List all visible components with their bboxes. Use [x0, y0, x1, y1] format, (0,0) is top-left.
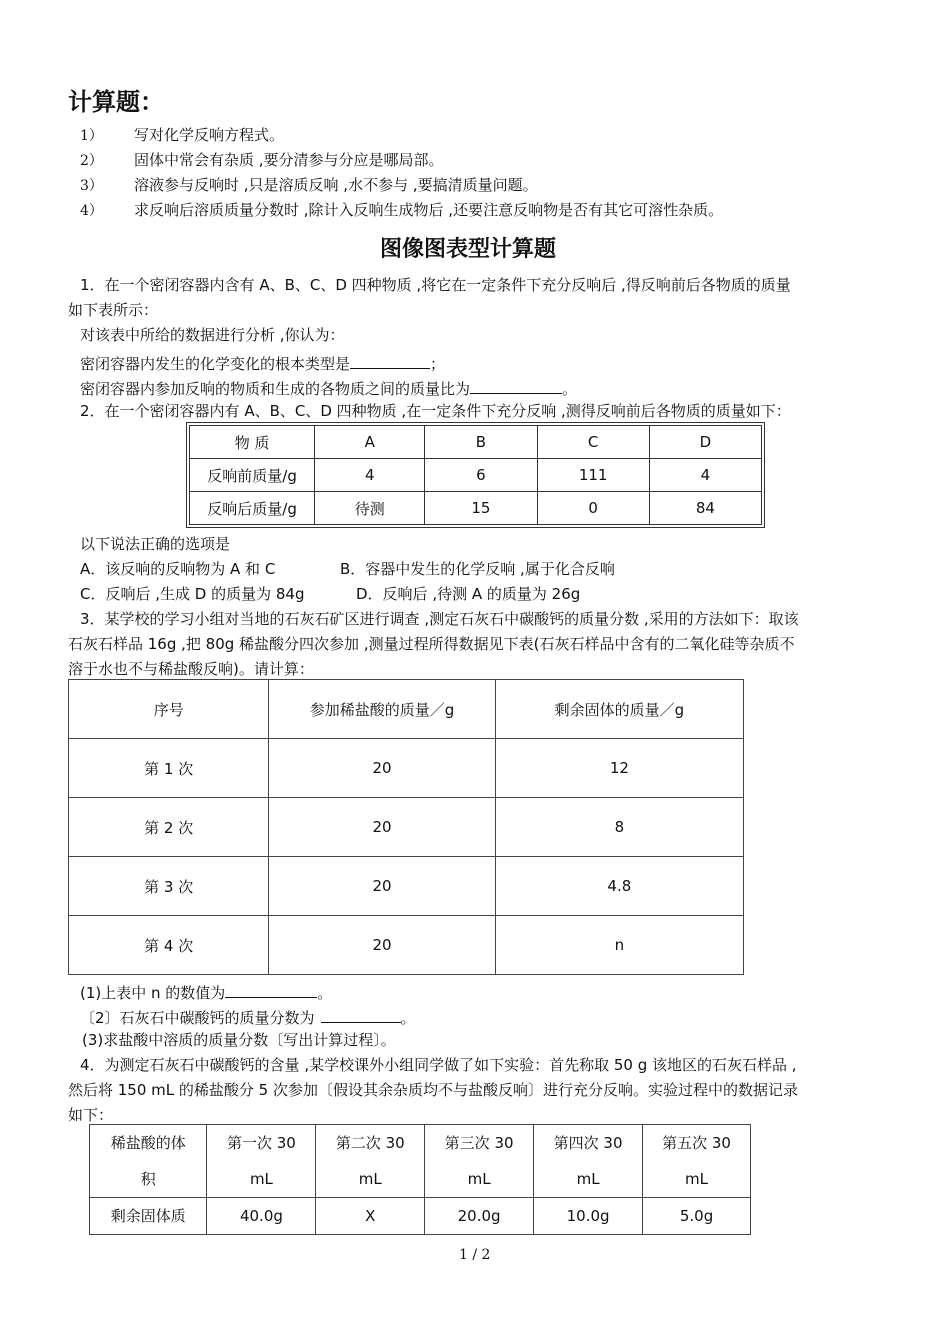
- table-cell: 反响后质量/g: [190, 492, 315, 525]
- cell-line: 第二次 30: [335, 1134, 405, 1152]
- table-row: [69, 798, 744, 857]
- tip-number: 1）: [80, 128, 103, 144]
- table-cell: 6: [425, 459, 537, 492]
- q3-sub3: (3)求盐酸中溶质的质量分数〔写出计算过程〕。: [82, 1031, 396, 1049]
- table-cell: 15: [425, 492, 537, 525]
- q3-table: [68, 679, 744, 975]
- cell-line: mL: [685, 1170, 709, 1188]
- table-cell: 0: [537, 492, 649, 525]
- q4-line: 如下：: [68, 1106, 114, 1124]
- option-b: B．容器中发生的化学反响 ,属于化合反响: [340, 560, 615, 578]
- table-cell: n: [495, 916, 743, 975]
- option-d: D．反响后 ,待测 A 的质量为 26g: [356, 585, 581, 603]
- cell-line: 第四次 30: [553, 1134, 623, 1152]
- q2-ask: 以下说法正确的选项是: [80, 535, 231, 553]
- tip-item: [80, 150, 103, 170]
- q1-prompt: 密闭容器内发生的化学变化的根本类型是: [80, 355, 351, 373]
- q1-blank-line: [80, 350, 445, 374]
- table-cell: X: [316, 1198, 425, 1235]
- q2-table: [189, 425, 762, 525]
- table-cell: 12: [495, 739, 743, 798]
- q3-sub1: [80, 979, 332, 1003]
- table-cell: 第 2 次: [69, 798, 269, 857]
- cell-line: mL: [467, 1170, 491, 1188]
- table-row: [69, 916, 744, 975]
- q3-punct: 。: [400, 1009, 416, 1027]
- q2-intro: 2．在一个密闭容器内有 A、B、C、D 四种物质 ,在一定条件下充分反响 ,测得反响前后各物质的质量如下：: [80, 402, 791, 420]
- cell-line: 稀盐酸的体: [110, 1134, 186, 1152]
- q3-line: 石灰石样品 16g ,把 80g 稀盐酸分四次参加 ,测量过程所得数据见下表(石灰石样品中含有的二氧化硅等杂质不: [68, 635, 795, 653]
- tip-number: 4）: [80, 203, 103, 219]
- table-cell: 20: [269, 916, 495, 975]
- cell-line: mL: [249, 1170, 273, 1188]
- tip-text: 溶液参与反响时 ,只是溶质反响 ,水不参与 ,要搞清质量问题。: [134, 176, 538, 194]
- answer-blank[interactable]: [321, 1004, 401, 1023]
- q4-table: [89, 1124, 751, 1235]
- tip-item: [80, 175, 103, 195]
- table-cell: 4: [315, 459, 425, 492]
- tip-item: [80, 200, 103, 220]
- table-cell: 8: [495, 798, 743, 857]
- tip-text: 求反响后溶质质量分数时 ,除计入反响生成物后 ,还要注意反响物是否有其它可溶性杂质。: [134, 201, 724, 219]
- table-cell: 84: [649, 492, 761, 525]
- q1-blank-line: [80, 375, 577, 399]
- cell-line: mL: [576, 1170, 600, 1188]
- tip-text: 写对化学反响方程式。: [134, 126, 285, 144]
- table-cell: [90, 1125, 207, 1198]
- table-cell: 第 1 次: [69, 739, 269, 798]
- table-cell: [207, 1125, 316, 1198]
- q4-line: 4．为测定石灰石中碳酸钙的含量 ,某学校课外小组同学做了如下实验：首先称取 50 g 该地区的石灰石样品 ,: [80, 1056, 797, 1074]
- table-cell: 10.0g: [534, 1198, 643, 1235]
- option-c: C．反响后 ,生成 D 的质量为 84g: [80, 585, 305, 603]
- table-header-row: [90, 1125, 751, 1198]
- table-row: [190, 459, 762, 492]
- table-cell: 参加稀盐酸的质量／g: [269, 680, 495, 739]
- q1-line: 对该表中所给的数据进行分析 ,你认为：: [80, 326, 345, 344]
- section-title: 图像图表型计算题: [380, 237, 557, 262]
- page-heading: 计算题：: [68, 88, 164, 116]
- table-cell: 20.0g: [425, 1198, 534, 1235]
- page-number: 1 / 2: [459, 1247, 491, 1263]
- table-cell: 20: [269, 857, 495, 916]
- table-cell: 待测: [315, 492, 425, 525]
- q1-line: 如下表所示：: [68, 301, 159, 319]
- table-cell: 剩余固体质: [90, 1198, 207, 1235]
- table-header-row: [69, 680, 744, 739]
- table-cell: 111: [537, 459, 649, 492]
- table-cell: 20: [269, 739, 495, 798]
- table-cell: D: [649, 426, 761, 459]
- tip-number: 3）: [80, 178, 103, 194]
- cell-line: 积: [140, 1170, 156, 1188]
- table-cell: 5.0g: [643, 1198, 751, 1235]
- tip-item: [80, 125, 103, 145]
- table-cell: 反响前质量/g: [190, 459, 315, 492]
- table-cell: 物 质: [190, 426, 315, 459]
- q1-punct: 。: [562, 380, 578, 398]
- table-cell: A: [315, 426, 425, 459]
- q3-line: 溶于水也不与稀盐酸反响)。请计算：: [68, 660, 314, 678]
- table-cell: 第 3 次: [69, 857, 269, 916]
- table-cell: C: [537, 426, 649, 459]
- q1-line: 1．在一个密闭容器内含有 A、B、C、D 四种物质 ,将它在一定条件下充分反响后 ,得反响前后各物质的质量: [80, 276, 791, 294]
- table-cell: [316, 1125, 425, 1198]
- answer-blank[interactable]: [350, 350, 430, 369]
- q3-sub2: [80, 1004, 416, 1028]
- table-cell: 4: [649, 459, 761, 492]
- table-cell: 序号: [69, 680, 269, 739]
- table-row: [190, 492, 762, 525]
- q3-prompt: (1)上表中 n 的数值为: [80, 984, 226, 1002]
- table-cell: 4.8: [495, 857, 743, 916]
- table-row: [69, 739, 744, 798]
- answer-blank[interactable]: [470, 375, 562, 394]
- table-cell: 40.0g: [207, 1198, 316, 1235]
- cell-line: 第一次 30: [227, 1134, 296, 1152]
- tip-number: 2）: [80, 153, 103, 169]
- table-cell: [534, 1125, 643, 1198]
- table-row: [90, 1198, 751, 1235]
- q3-prompt: 〔2〕石灰石中碳酸钙的质量分数为: [80, 1009, 315, 1027]
- answer-blank[interactable]: [225, 979, 317, 998]
- table-cell: [425, 1125, 534, 1198]
- table-cell: 剩余固体的质量／g: [495, 680, 743, 739]
- table-cell: [643, 1125, 751, 1198]
- table-cell: B: [425, 426, 537, 459]
- q1-punct: ；: [430, 355, 446, 373]
- table-cell: 20: [269, 798, 495, 857]
- option-a: A．该反响的反响物为 A 和 C: [80, 560, 276, 578]
- q3-punct: 。: [317, 984, 333, 1002]
- cell-line: 第三次 30: [444, 1134, 514, 1152]
- cell-line: 第五次 30: [662, 1134, 731, 1152]
- q3-line: 3．某学校的学习小组对当地的石灰石矿区进行调查 ,测定石灰石中碳酸钙的质量分数 ,采用的方法如下：取该: [80, 610, 799, 628]
- q1-prompt: 密闭容器内参加反响的物质和生成的各物质之间的质量比为: [80, 380, 471, 398]
- cell-line: mL: [358, 1170, 382, 1188]
- tip-text: 固体中常会有杂质 ,要分清参与分应是哪局部。: [134, 151, 444, 169]
- table-header-row: [190, 426, 762, 459]
- table-cell: 第 4 次: [69, 916, 269, 975]
- table-row: [69, 857, 744, 916]
- q4-line: 然后将 150 mL 的稀盐酸分 5 次参加〔假设其余杂质均不与盐酸反响〕进行充分反响。实验过程中的数据记录: [68, 1081, 798, 1099]
